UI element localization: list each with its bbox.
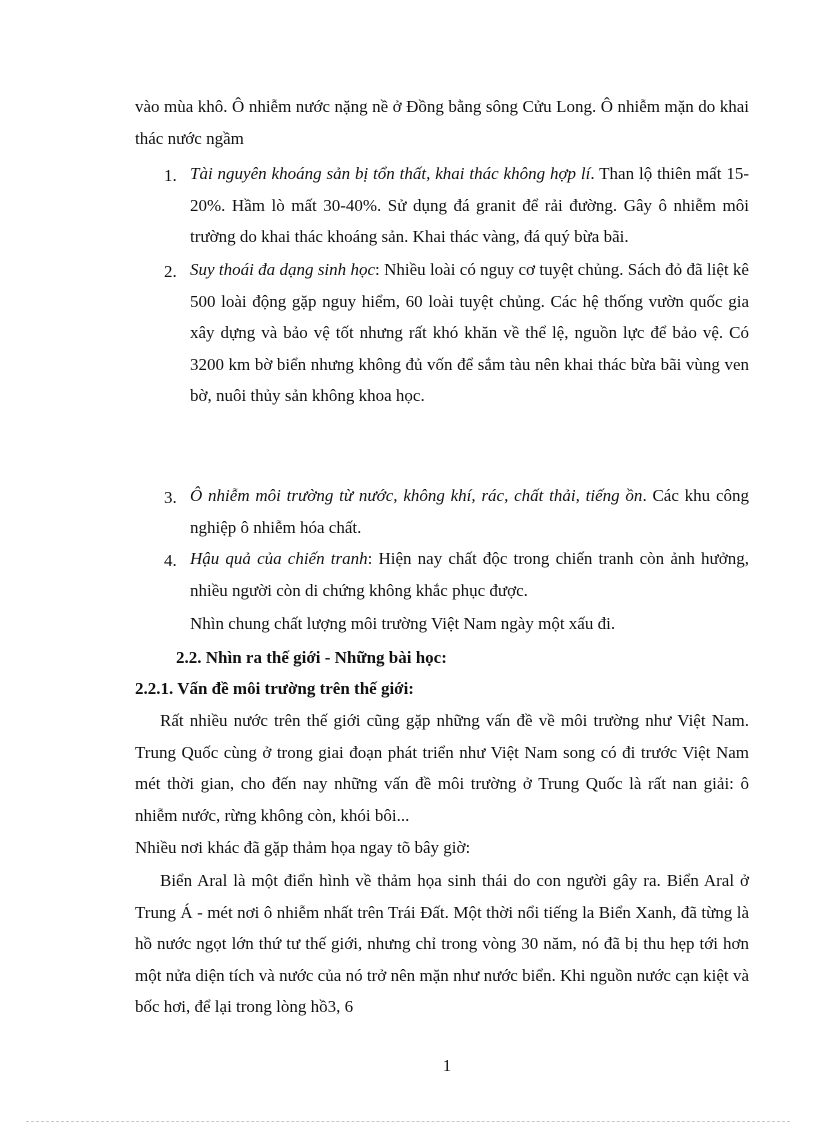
aral-paragraph: Biển Aral là một điển hình về thảm họa sinh thái do con người gây ra. Biển Aral ở Trung Á - mét nơi ô nhiễm nhất trên Trái Đất. Một thời nổi tiếng la Biển Xanh, đã từng là hồ nước ngọt lớn thứ tư thế giới, nhưng chỉ trong vòng 30 năm, nó đã bị thu hẹp tới hơn một nửa diện tích và nước của nó trở nên mặn như nước biển. Khi nguồn nước cạn kiệt và bốc hơi, để lại trong lòng hồ3, 6 (135, 871, 749, 1016)
list-item-lead: Hậu quả của chiến tranh (190, 549, 368, 568)
list-number: 1. (164, 166, 177, 185)
list-number: 2. (164, 262, 177, 281)
list-number: 4. (164, 551, 177, 570)
list-item-mineral-resources (190, 158, 749, 253)
list-item-lead: Tài nguyên khoáng sản bị tổn thất, khai thác không hợp lí (190, 164, 591, 183)
list-item-lead: Ô nhiễm môi trường từ nước, không khí, rác, chất thải, tiếng ồn (190, 486, 643, 505)
summary-line: Nhìn chung chất lượng môi trường Việt Nam ngày một xấu đi. (190, 614, 616, 633)
page-number: 1 (442, 1056, 452, 1075)
list-item-text: : Nhiều loài có nguy cơ tuyệt chủng. Sách đỏ đã liệt kê 500 loài động gặp nguy hiểm, 60 loài tuyệt chủng. Các hệ thống vườn quốc gia xây dựng và bảo vệ tốt nhưng rất khó khăn về thể lệ, nguồn lực để bảo vệ. Có 3200 km bờ biển nhưng không đủ vốn để sắm tàu nên khai thác bừa bãi vùng ven bờ, nuôi thủy sản không khoa học. (190, 260, 749, 405)
list-number: 3. (164, 488, 177, 507)
list-item-text: . Than lộ thiên mất 15-20%. Hầm lò mất 30-40%. Sử dụng đá granit để rải đường. Gây ô nhiễm môi trường do khai thác khoáng sản. Khai thác vàng, đá quý bừa bãi. (190, 164, 749, 246)
list-item-war-consequences (190, 543, 749, 606)
list-item-lead: Suy thoái đa dạng sinh học (190, 260, 376, 279)
list-item-text: : Hiện nay chất độc trong chiến tranh còn ảnh hưởng, nhiều người còn di chứng không khắc phục được. (190, 549, 749, 600)
list-item-text: . Các khu công nghiệp ô nhiễm hóa chất. (190, 486, 750, 537)
world-paragraph: Rất nhiều nước trên thế giới cũng gặp những vấn đề về môi trường như Việt Nam. Trung Quốc cùng ở trong giai đoạn phát triển như Việt Nam song có đi trước Việt Nam mét thời gian, cho đến nay những vấn đề môi trường ở Trung Quốc là rất nan giải: ô nhiễm nước, rừng không còn, khói bôi... (135, 711, 749, 825)
page-bottom-divider (26, 1121, 790, 1122)
list-item-biodiversity (190, 254, 749, 412)
intro-paragraph: vào mùa khô. Ô nhiễm nước nặng nề ở Đồng bằng sông Cửu Long. Ô nhiễm mặn do khai thác nước ngầm (135, 97, 749, 148)
list-item-pollution (190, 480, 749, 543)
section-heading-2-2-1: 2.2.1. Vấn đề môi trường trên thế giới: (135, 679, 414, 698)
other-places-line: Nhiều nơi khác đã gặp thảm họa ngay tõ bây giờ: (135, 838, 471, 857)
section-heading-2-2: 2.2. Nhìn ra thế giới - Những bài học: (176, 648, 447, 667)
